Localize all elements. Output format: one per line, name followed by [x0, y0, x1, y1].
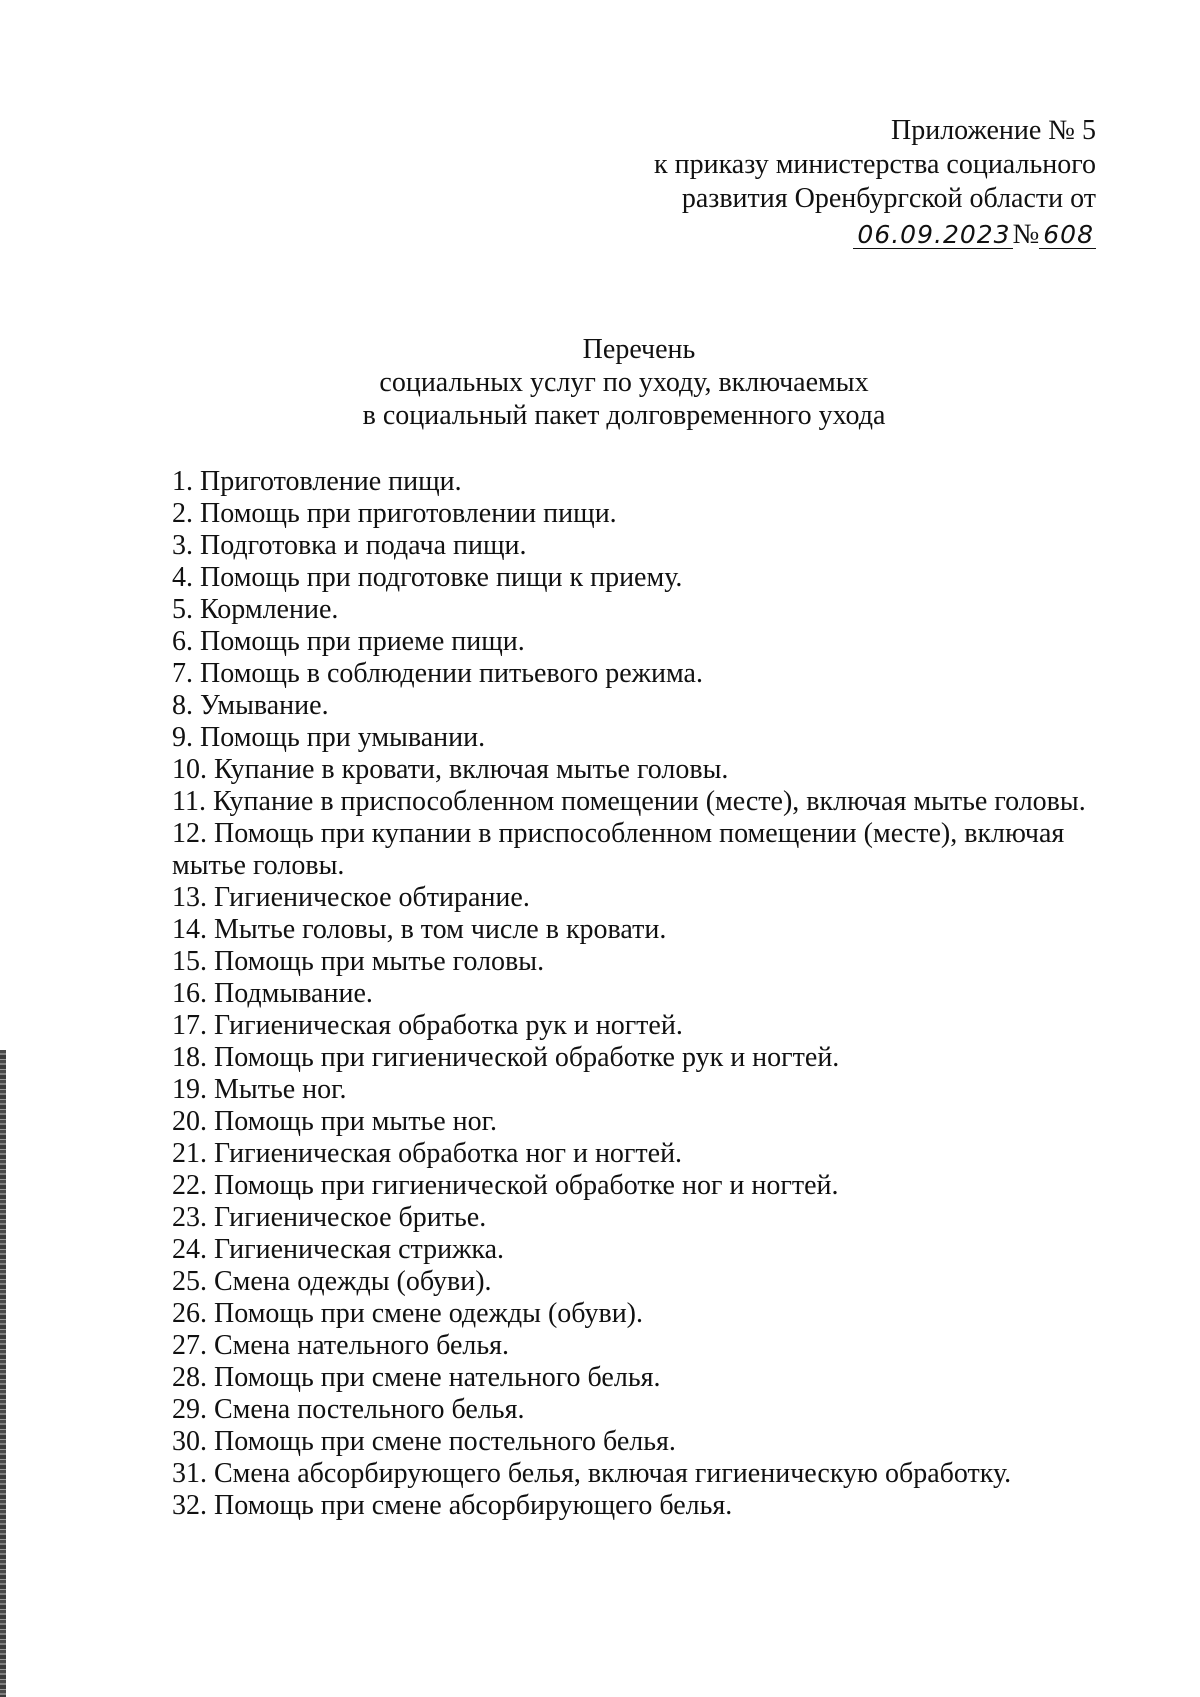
appendix-date-number-line [654, 218, 1096, 252]
handwritten-date: 06.09.2023 [853, 222, 1012, 249]
list-item: 31. Смена абсорбирующего белья, включая гигиеническую обработку. [172, 1458, 1012, 1489]
list-item: 9. Помощь при умывании. [172, 722, 486, 753]
list-item: 27. Смена нательного белья. [172, 1330, 510, 1361]
list-item: 12. Помощь при купании в приспособленном помещении (месте), включая мытье головы. [172, 818, 1065, 881]
list-item: 23. Гигиеническое бритье. [172, 1202, 487, 1233]
list-item: 11. Купание в приспособленном помещении (месте), включая мытье головы. [172, 786, 1086, 817]
document-title [0, 333, 1200, 432]
appendix-line-3: развития Оренбургской области от [681, 183, 1096, 214]
list-item: 6. Помощь при приеме пищи. [172, 626, 525, 657]
list-item: 7. Помощь в соблюдении питьевого режима. [172, 658, 703, 689]
title-line-1: Перечень [582, 334, 696, 365]
list-item: 13. Гигиеническое обтирание. [172, 882, 530, 913]
list-item: 28. Помощь при смене нательного белья. [172, 1362, 661, 1393]
list-item: 18. Помощь при гигиенической обработке рук и ногтей. [172, 1042, 840, 1073]
list-item: 26. Помощь при смене одежды (обуви). [172, 1298, 643, 1329]
list-item: 15. Помощь при мытье головы. [172, 946, 545, 977]
list-item: 4. Помощь при подготовке пищи к приему. [172, 562, 683, 593]
title-line-3: в социальный пакет долговременного ухода [362, 400, 886, 431]
appendix-line-2: к приказу министерства социального [654, 149, 1096, 180]
list-item: 21. Гигиеническая обработка ног и ногтей. [172, 1138, 683, 1169]
list-item: 16. Подмывание. [172, 978, 373, 1009]
list-item: 1. Приготовление пищи. [172, 466, 462, 497]
list-item: 20. Помощь при мытье ног. [172, 1106, 497, 1137]
number-sign: № [1012, 219, 1040, 250]
list-item: 22. Помощь при гигиенической обработке ног и ногтей. [172, 1170, 839, 1201]
list-item: 3. Подготовка и подача пищи. [172, 530, 527, 561]
list-item: 19. Мытье ног. [172, 1074, 347, 1105]
list-item: 24. Гигиеническая стрижка. [172, 1234, 505, 1265]
list-item: 2. Помощь при приготовлении пищи. [172, 498, 617, 529]
list-item: 30. Помощь при смене постельного белья. [172, 1426, 676, 1457]
list-item: 14. Мытье головы, в том числе в кровати. [172, 914, 667, 945]
appendix-line-1: Приложение № 5 [891, 115, 1096, 146]
list-item: 29. Смена постельного белья. [172, 1394, 525, 1425]
list-item: 32. Помощь при смене абсорбирующего белья. [172, 1490, 733, 1521]
list-item: 8. Умывание. [172, 690, 329, 721]
list-item: 25. Смена одежды (обуви). [172, 1266, 492, 1297]
list-item: 5. Кормление. [172, 594, 339, 625]
handwritten-order-number: 608 [1039, 222, 1096, 249]
appendix-header [654, 114, 1096, 252]
list-item: 17. Гигиеническая обработка рук и ногтей. [172, 1010, 683, 1041]
title-line-2: социальных услуг по уходу, включаемых [379, 367, 869, 398]
list-item: 10. Купание в кровати, включая мытье головы. [172, 754, 729, 785]
scan-edge-artifact [0, 1050, 6, 1697]
services-list [172, 466, 1122, 1522]
